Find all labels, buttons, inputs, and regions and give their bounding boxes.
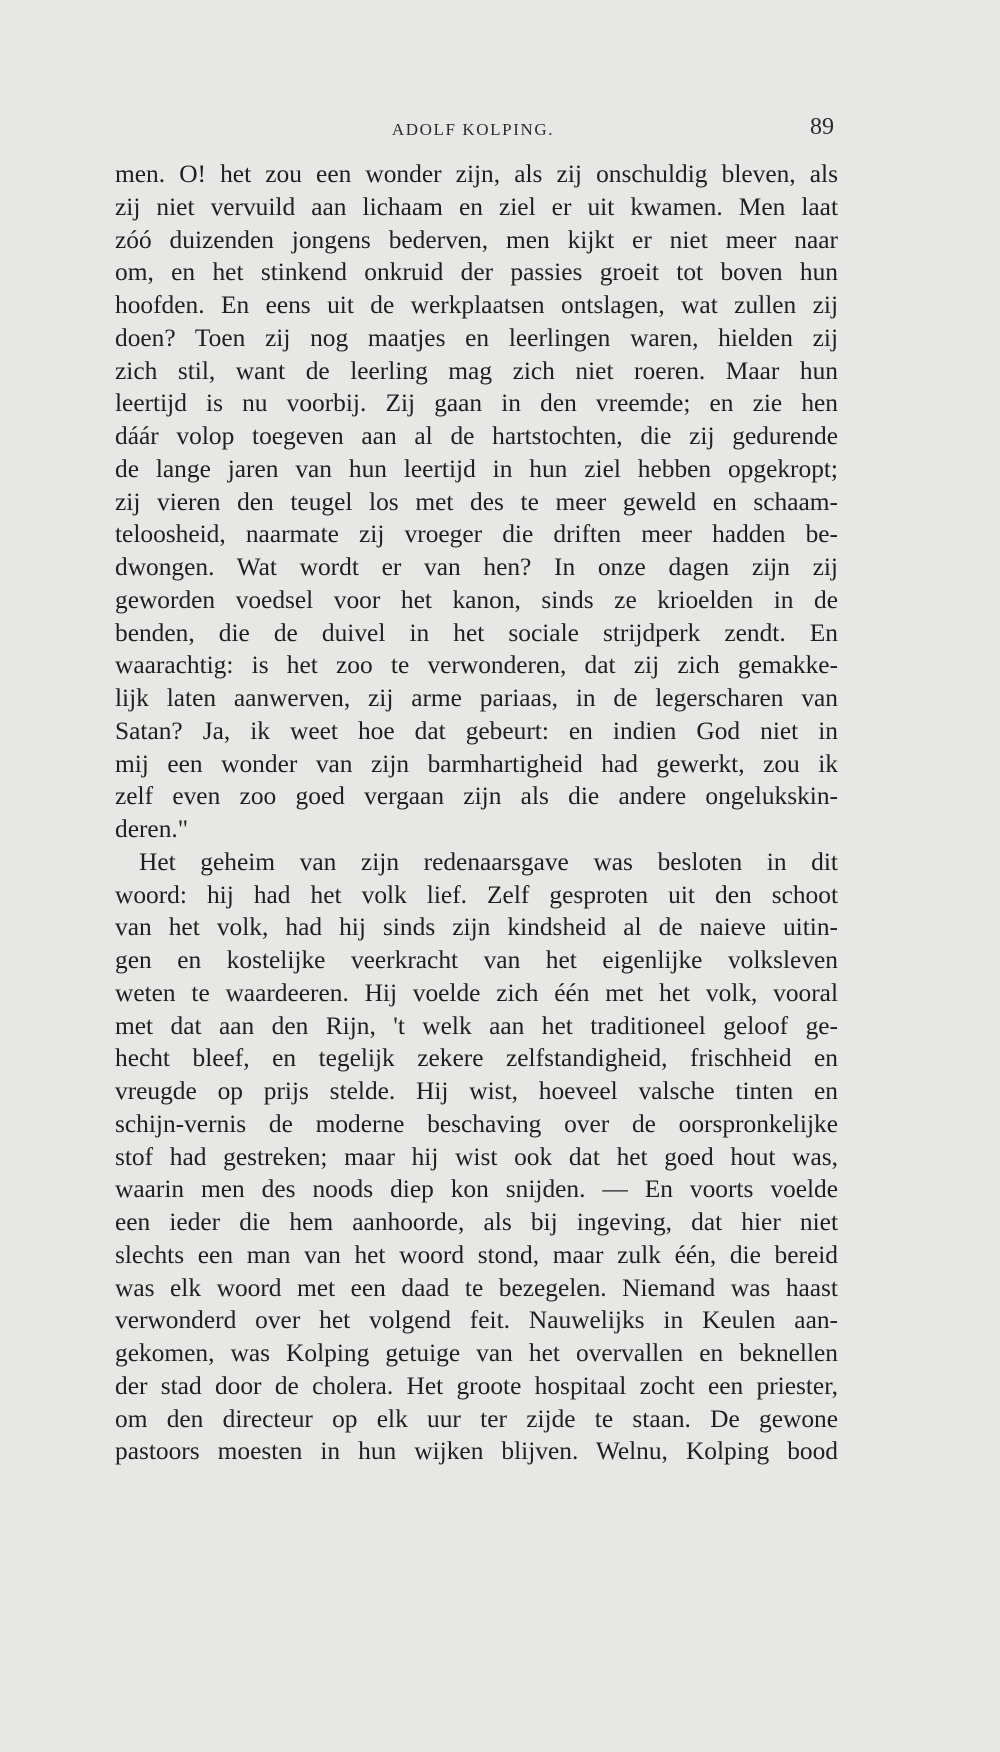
text-line: slechts een man van het woord stond, maar zulk één, die bereid xyxy=(115,1240,838,1269)
text-line: der stad door de cholera. Het groote hospitaal zocht een priester, xyxy=(115,1371,838,1400)
text-line: zij vieren den teugel los met des te meer geweld en schaam- xyxy=(115,487,838,516)
text-line: woord: hij had het volk lief. Zelf gesproten uit den schoot xyxy=(115,880,838,909)
text-line: hecht bleef, en tegelijk zekere zelfstandigheid, frischheid en xyxy=(115,1044,838,1073)
text-line: de lange jaren van hun leertijd in hun ziel hebben opgekropt; xyxy=(115,454,838,483)
text-line: hoofden. En eens uit de werkplaatsen ontslagen, wat zullen zij xyxy=(115,291,838,319)
text-line: om den directeur op elk uur ter zijde te staan. De gewone xyxy=(115,1404,838,1433)
running-title: ADOLF KOLPING. xyxy=(391,120,555,139)
text-line: mij een wonder van zijn barmhartigheid had gewerkt, zou ik xyxy=(115,749,838,778)
text-line: vreugde op prijs stelde. Hij wist, hoeveel valsche tinten en xyxy=(115,1077,838,1105)
text-line: schijn-vernis de moderne beschaving over de oorspronkelijke xyxy=(115,1109,838,1138)
text-line: gen en kostelijke veerkracht van het eigenlijke volksleven xyxy=(115,946,838,974)
body-text xyxy=(115,158,838,1468)
text-line: waarin men des noods diep kon snijden. — En voorts voelde xyxy=(115,1175,838,1204)
text-line: van het volk, had hij sinds zijn kindsheid al de naieve uitin- xyxy=(115,913,838,942)
text-line: met dat aan den Rijn, 't welk aan het traditioneel geloof ge- xyxy=(115,1011,838,1040)
text-line: waarachtig: is het zoo te verwonderen, dat zij zich gemakke- xyxy=(115,651,838,680)
text-line: Satan? Ja, ik weet hoe dat gebeurt: en indien God niet in xyxy=(115,716,838,745)
text-line: teloosheid, naarmate zij vroeger die driften meer hadden be- xyxy=(115,520,838,549)
paragraph-end-line: deren." xyxy=(115,815,189,843)
paragraph-start-line: Het geheim van zijn redenaarsgave was besloten in dit xyxy=(139,847,838,876)
text-line: men. O! het zou een wonder zijn, als zij onschuldig bleven, als xyxy=(115,160,838,188)
text-line: leertijd is nu voorbij. Zij gaan in den vreemde; en zie hen xyxy=(115,389,838,418)
page-number: 89 xyxy=(810,114,834,140)
text-line: lijk laten aanwerven, zij arme pariaas, in de legerscharen van xyxy=(115,684,838,712)
text-line: zelf even zoo goed vergaan zijn als die andere ongelukskin- xyxy=(115,782,838,811)
text-line: om, en het stinkend onkruid der passies groeit tot boven hun xyxy=(115,258,838,287)
text-line: dwongen. Wat wordt er van hen? In onze dagen zijn zij xyxy=(115,553,838,581)
text-line: zij niet vervuild aan lichaam en ziel er uit kwamen. Men laat xyxy=(115,192,838,221)
text-line: weten te waardeeren. Hij voelde zich één met het volk, vooral xyxy=(115,978,838,1007)
text-line: was elk woord met een daad te bezegelen. Niemand was haast xyxy=(115,1273,838,1302)
text-line: verwonderd over het volgend feit. Nauwelijks in Keulen aan- xyxy=(115,1306,838,1335)
text-line: gekomen, was Kolping getuige van het overvallen en beknellen xyxy=(115,1339,838,1367)
text-line: geworden voedsel voor het kanon, sinds ze krioelden in de xyxy=(115,585,838,614)
running-header xyxy=(112,114,834,144)
text-line: zich stil, want de leerling mag zich niet roeren. Maar hun xyxy=(115,356,838,385)
text-line: doen? Toen zij nog maatjes en leerlingen waren, hielden zij xyxy=(115,323,838,352)
text-line: stof had gestreken; maar hij wist ook dat het goed hout was, xyxy=(115,1142,838,1171)
text-line: zóó duizenden jongens bederven, men kijkt er niet meer naar xyxy=(115,225,838,254)
text-line: pastoors moesten in hun wijken blijven. Welnu, Kolping bood xyxy=(115,1437,838,1466)
text-line: een ieder die hem aanhoorde, als bij ingeving, dat hier niet xyxy=(115,1208,838,1236)
text-line: benden, die de duivel in het sociale strijdperk zendt. En xyxy=(115,618,838,647)
text-line: dáár volop toegeven aan al de hartstochten, die zij gedurende xyxy=(115,422,838,450)
